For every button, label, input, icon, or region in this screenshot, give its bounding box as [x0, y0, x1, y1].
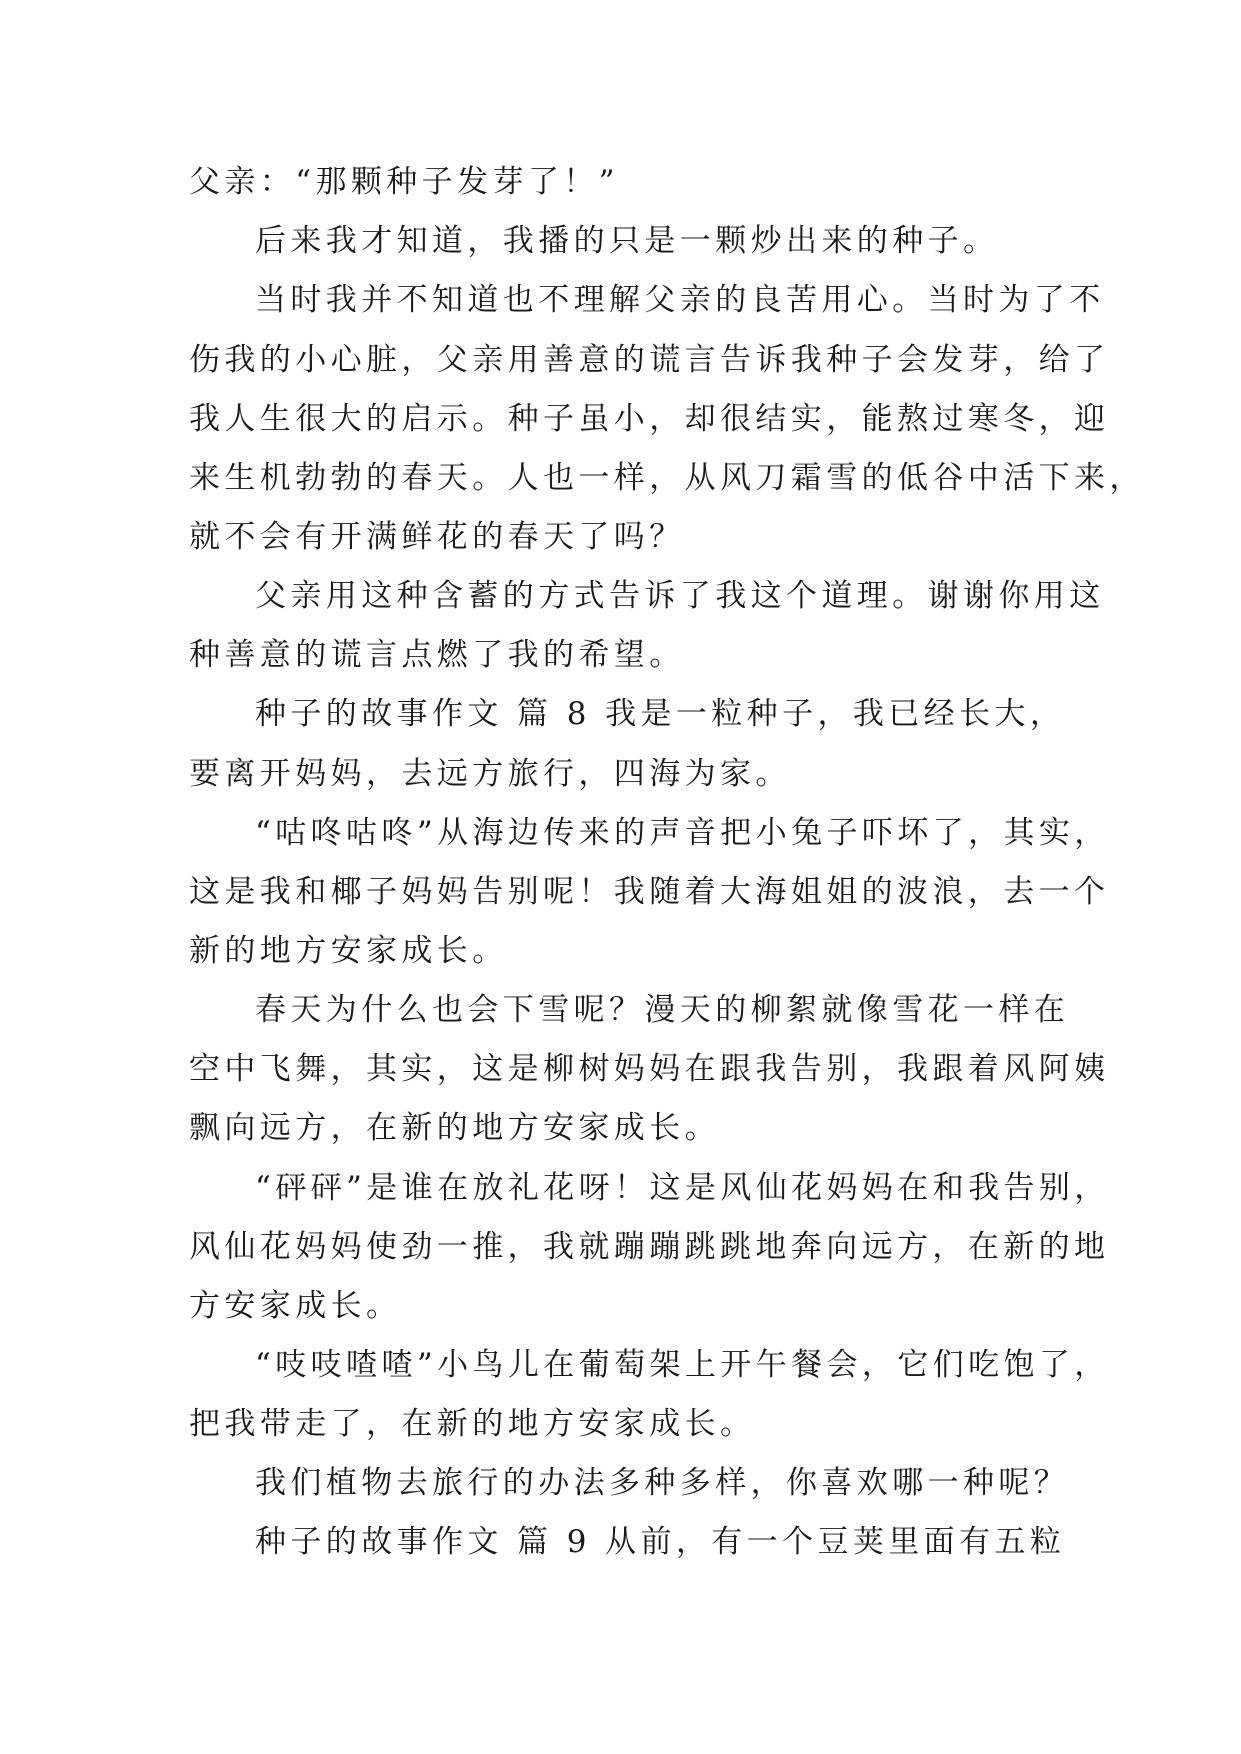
text-line: 伤我的小心脏，父亲用善意的谎言告诉我种子会发芽，给了 — [189, 342, 1110, 378]
text-line: “砰砰”是谁在放礼花呀！这是风仙花妈妈在和我告别， — [255, 1170, 1110, 1206]
text-line: “咕咚咕咚”从海边传来的声音把小兔子吓坏了，其实， — [255, 815, 1110, 851]
text-line: 我们植物去旅行的办法多种多样，你喜欢哪一种呢？ — [255, 1465, 1070, 1501]
section-heading-line: 种子的故事作文 篇 9 从前，有一个豆荚里面有五粒 — [255, 1524, 1066, 1560]
text-line: 就不会有开满鲜花的春天了吗？ — [189, 519, 685, 555]
text-line: 要离开妈妈，去远方旅行，四海为家。 — [189, 756, 791, 792]
text-line: 这是我和椰子妈妈告别呢！我随着大海姐姐的波浪，去一个 — [189, 874, 1110, 910]
text-line: 父亲：“那颗种子发芽了！” — [189, 164, 619, 200]
text-line: 后来我才知道，我播的只是一颗炒出来的种子。 — [255, 223, 999, 259]
text-line: 种善意的谎言点燃了我的希望。 — [189, 637, 685, 673]
text-line: 新的地方安家成长。 — [189, 933, 508, 969]
text-line: 来生机勃勃的春天。人也一样，从风刀霜雪的低谷中活下来， — [189, 460, 1145, 496]
text-line: 当时我并不知道也不理解父亲的良苦用心。当时为了不 — [255, 282, 1105, 318]
text-line: 飘向远方，在新的地方安家成长。 — [189, 1110, 720, 1146]
text-line: 空中飞舞，其实，这是柳树妈妈在跟我告别，我跟着风阿姨 — [189, 1051, 1110, 1087]
text-line: 我人生很大的启示。种子虽小，却很结实，能熬过寒冬，迎 — [189, 401, 1110, 437]
text-line: 父亲用这种含蓄的方式告诉了我这个道理。谢谢你用这 — [255, 578, 1105, 614]
text-line: 春天为什么也会下雪呢？漫天的柳絮就像雪花一样在 — [255, 992, 1070, 1028]
text-line: “吱吱喳喳”小鸟儿在葡萄架上开午餐会，它们吃饱了， — [255, 1347, 1110, 1383]
section-heading-line: 种子的故事作文 篇 8 我是一粒种子，我已经长大， — [255, 696, 1066, 732]
text-line: 风仙花妈妈使劲一推，我就蹦蹦跳跳地奔向远方，在新的地 — [189, 1229, 1110, 1265]
text-line: 方安家成长。 — [189, 1288, 402, 1324]
text-line: 把我带走了，在新的地方安家成长。 — [189, 1406, 756, 1442]
